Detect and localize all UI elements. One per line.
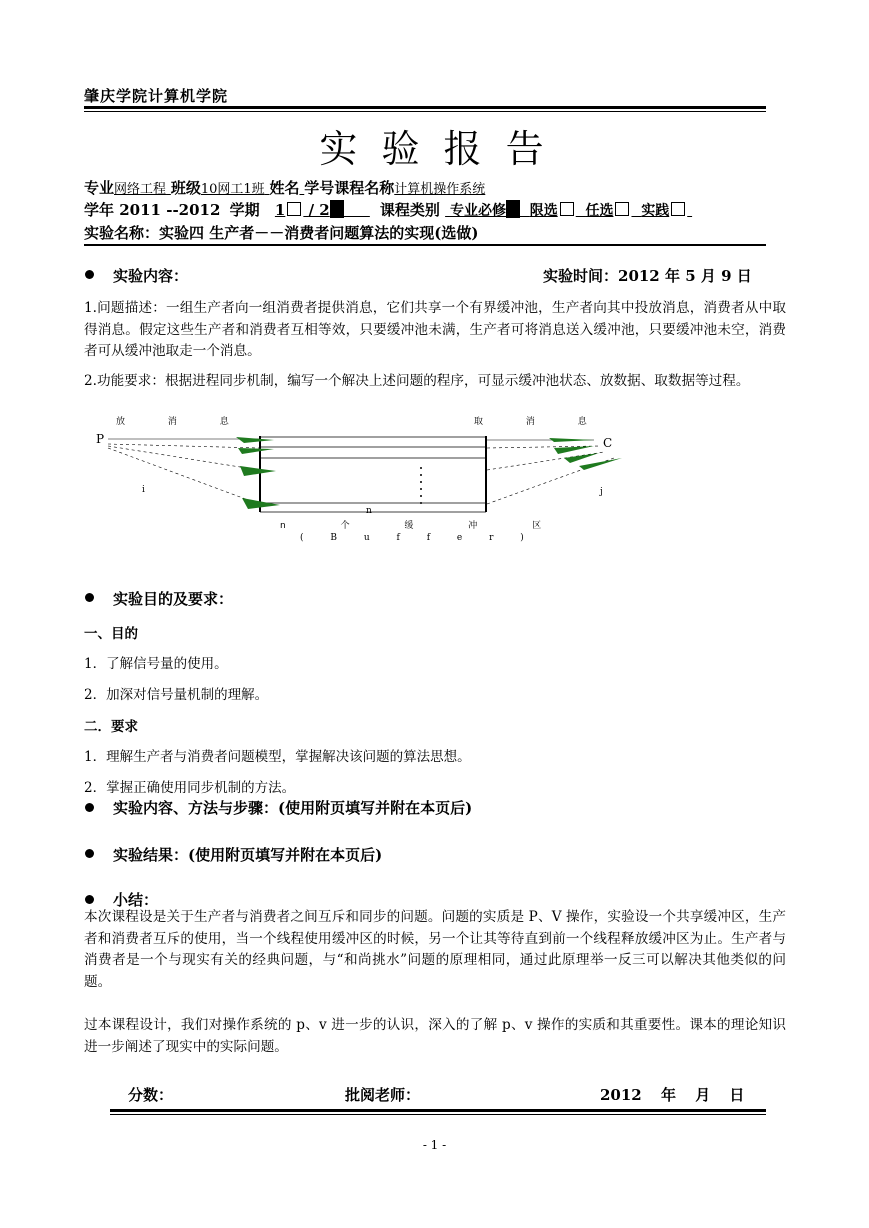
- n-label: n: [366, 506, 372, 516]
- producer-lines: [108, 439, 259, 504]
- experiment-time: 实验时间：2012 年 5 月 9 日: [543, 267, 752, 285]
- section-aims-heading: 实验目的及要求：: [113, 590, 234, 608]
- id-label: 学号: [304, 179, 335, 197]
- major-value: 网络工程: [114, 182, 167, 197]
- bullet-icon: [85, 849, 94, 858]
- take-message-label: 取 消 息: [474, 417, 607, 427]
- page-title: 实 验 报 告: [319, 127, 550, 171]
- score-label: 分数：: [128, 1086, 174, 1104]
- requirements-title: 二．要求: [84, 719, 138, 735]
- page-number: - 1 -: [422, 1138, 447, 1152]
- course-value: 计算机操作系统: [394, 182, 486, 197]
- cat-practice: 实践: [641, 203, 670, 219]
- term-separator: / 2: [308, 201, 330, 219]
- year-label: 学年: [84, 201, 115, 219]
- producer-label: P: [96, 432, 105, 446]
- term-value: 1: [274, 201, 286, 219]
- cat-optional: 任选: [585, 203, 614, 219]
- experiment-name: 实验名称：实验四 生产者－－消费者问题算法的实现(选做): [84, 224, 479, 242]
- section-result-heading: 实验结果：(使用附页填写并附在本页后): [113, 846, 383, 864]
- footer-rule-thin: [110, 1114, 766, 1115]
- year-value: 2011 --2012: [119, 201, 221, 219]
- checkbox-icon-optional: [615, 202, 629, 216]
- aim-item-1: 1．了解信号量的使用。: [84, 656, 228, 672]
- section-summary-heading: 小结：: [113, 891, 159, 909]
- info-line-1: [84, 177, 485, 198]
- j-label: j: [600, 487, 603, 497]
- summary-paragraph-1: 本次课程设是关于生产者与消费者之间互斥和同步的问题。问题的实质是 P、V 操作，实验设一个共享缓冲区，生产者和消费者互斥的使用，当一个线程使用缓冲区的时候，另一个让其等待直到前一个线程释放缓冲区为止。生产者与消费者是一个与现实有关的经典问题，与“和尚挑水”问题的原理相同，通过此原理举一反三可以解决其他类似的问题。: [84, 909, 786, 990]
- checkbox-icon-practice: [671, 202, 685, 216]
- info-rule: [84, 244, 766, 246]
- bullet-icon: [85, 803, 94, 812]
- ellipsis-dots: [420, 467, 422, 504]
- buffer-diagram: [84, 410, 644, 550]
- course-label: 课程名称: [334, 179, 395, 197]
- consumer-lines: [487, 440, 614, 504]
- buffer-english-label: ( B u f f e r ): [300, 533, 536, 543]
- checkbox-icon-limited: [560, 202, 574, 216]
- requirement-item-2: 2．掌握正确使用同步机制的方法。: [84, 780, 296, 796]
- header-rule-thick: [84, 106, 766, 109]
- buffer-label: n 个 缓 冲 区: [280, 521, 568, 531]
- category-label: 课程类别: [379, 201, 440, 219]
- school-header: 肇庆学院计算机学院: [84, 87, 229, 105]
- aim-item-2: 2．加深对信号量机制的理解。: [84, 687, 269, 703]
- problem-description: 1.问题描述：一组生产者向一组消费者提供消息，它们共享一个有界缓冲池，生产者向其中投放消息，消费者从中取得消息。假定这些生产者和消费者互相等效，只要缓冲池未满，生产者可将消息送入缓冲池，只要缓冲池未空，消费者可从缓冲池取走一个消息。: [84, 300, 786, 359]
- section-method-heading: 实验内容、方法与步骤：(使用附页填写并附在本页后): [113, 799, 473, 817]
- cat-limited: 限选: [529, 203, 558, 219]
- put-message-label: 放 消 息: [116, 417, 249, 427]
- filled-box-icon-2: [506, 200, 520, 218]
- consumer-label: C: [603, 436, 613, 450]
- summary-paragraph-2: 过本课程设计，我们对操作系统的 p、v 进一步的认识，深入的了解 p、v 操作的实质和其重要性。课本的理论知识进一步阐述了现实中的实际问题。: [84, 1017, 786, 1055]
- info-line-2: [84, 199, 692, 220]
- cat-required: 专业必修: [449, 203, 506, 219]
- bullet-icon: [85, 895, 94, 904]
- teacher-label: 批阅老师：: [345, 1086, 421, 1104]
- header-rule-thin: [84, 111, 766, 112]
- footer-rule-thick: [110, 1109, 766, 1112]
- name-label: 姓名: [269, 179, 300, 197]
- arrowhead-icons: [236, 437, 622, 509]
- function-requirement: 2.功能要求：根据进程同步机制，编写一个解决上述问题的程序，可显示缓冲池状态、放数据、取数据等过程。: [84, 373, 750, 389]
- term-label: 学期: [229, 201, 260, 219]
- class-value: 10网工1班: [200, 182, 265, 197]
- i-label: i: [142, 485, 145, 495]
- footer-date: 2012 年 月 日: [600, 1086, 745, 1104]
- bullet-icon: [85, 593, 94, 602]
- major-label: 专业: [84, 179, 115, 197]
- bullet-icon: [85, 270, 94, 279]
- section-content-heading: 实验内容：: [113, 267, 189, 285]
- checkbox-icon: [287, 202, 301, 216]
- filled-box-icon: [330, 200, 344, 218]
- class-label: 班级: [170, 179, 201, 197]
- requirement-item-1: 1．理解生产者与消费者问题模型，掌握解决该问题的算法思想。: [84, 749, 471, 765]
- aims-title: 一、目的: [84, 626, 138, 642]
